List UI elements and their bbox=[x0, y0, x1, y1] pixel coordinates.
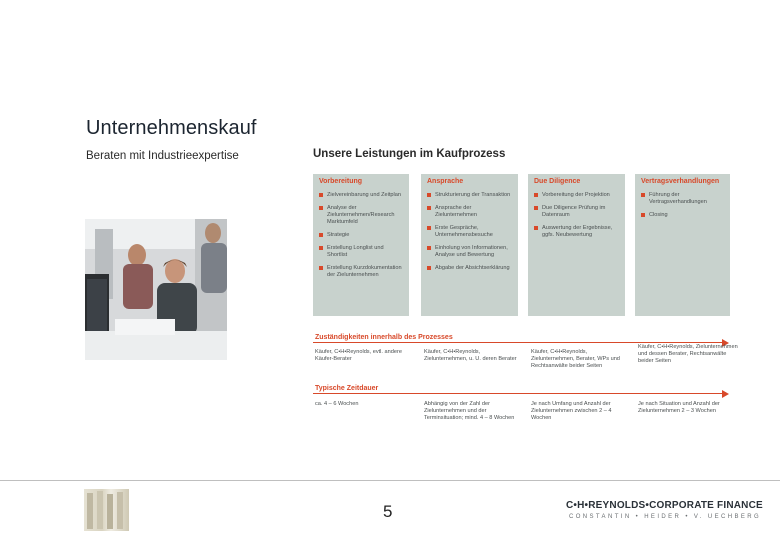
arrow-line bbox=[313, 393, 723, 394]
bullet-square-icon bbox=[427, 206, 431, 210]
phase-heading: Vertragsverhandlungen bbox=[641, 178, 720, 185]
bullet-square-icon bbox=[427, 193, 431, 197]
responsibilities-label: Zuständigkeiten innerhalb des Prozesses bbox=[315, 334, 456, 341]
responsibility-cell: Käufer, C•H•Reynolds, Zielunternehmen, Berater, WPs und Rechtsanwälte beider Seiten bbox=[531, 349, 620, 369]
list-item: Ansprache der Zielunternehmen bbox=[427, 205, 512, 219]
responsibility-cell: Käufer, C•H•Reynolds, Zielunternehmen, u. U. deren Berater bbox=[424, 349, 517, 362]
responsibility-cell: Käufer, C•H•Reynolds, Zielunternehmen und dessen Berater, Rechtsanwälte beider Seiten bbox=[638, 344, 738, 364]
bullet-square-icon bbox=[319, 246, 323, 250]
bullet-square-icon bbox=[641, 193, 645, 197]
section-title: Unsere Leistungen im Kaufprozess bbox=[313, 148, 506, 160]
list-item: Abgabe der Absichtserklärung bbox=[427, 265, 512, 272]
phase-heading: Ansprache bbox=[427, 178, 464, 185]
bullet-square-icon bbox=[534, 226, 538, 230]
list-item: Zielvereinbarung und Zeitplan bbox=[319, 192, 403, 199]
company-logo-subline: CONSTANTIN • HEIDER • V. UECHBERG bbox=[569, 514, 762, 520]
duration-label: Typische Zeitdauer bbox=[315, 385, 381, 392]
building-thumbnail bbox=[84, 489, 129, 531]
bullet-square-icon bbox=[319, 206, 323, 210]
bullet-square-icon bbox=[534, 206, 538, 210]
bullet-square-icon bbox=[427, 266, 431, 270]
list-item: Closing bbox=[641, 212, 724, 219]
list-item: Erstellung Kurzdokumentation der Zielunternehmen bbox=[319, 265, 403, 279]
list-item: Führung der Vertragsverhandlungen bbox=[641, 192, 724, 206]
bullet-square-icon bbox=[319, 233, 323, 237]
bullet-square-icon bbox=[427, 246, 431, 250]
list-item: Analyse der Zielunternehmen/Research Marktumfeld bbox=[319, 205, 403, 226]
bullet-square-icon bbox=[641, 213, 645, 217]
phase-heading: Vorbereitung bbox=[319, 178, 363, 185]
bullet-square-icon bbox=[427, 226, 431, 230]
page-subtitle: Beraten mit Industrieexpertise bbox=[86, 150, 239, 162]
phase-heading: Due Diligence bbox=[534, 178, 581, 185]
arrow-right-icon bbox=[722, 390, 729, 398]
list-item: Due Diligence Prüfung im Datenraum bbox=[534, 205, 619, 219]
list-item: Vorbereitung der Projektion bbox=[534, 192, 619, 199]
duration-cell: Abhängig von der Zahl der Zielunternehmen und der Terminsituation; mind. 4 – 8 Wochen bbox=[424, 401, 515, 421]
duration-cell: Je nach Umfang und Anzahl der Zielunternehmen zwischen 2 – 4 Wochen bbox=[531, 401, 612, 421]
list-item: Strategie bbox=[319, 232, 403, 239]
phase-column-due-diligence bbox=[528, 174, 625, 316]
list-item: Erstellung Longlist und Shortlist bbox=[319, 245, 403, 259]
bullet-square-icon bbox=[319, 193, 323, 197]
office-photo bbox=[85, 219, 227, 360]
page-title: Unternehmenskauf bbox=[86, 117, 257, 139]
list-item: Strukturierung der Transaktion bbox=[427, 192, 512, 199]
responsibility-cell: Käufer, C•H•Reynolds, evtl. andere Käufer-Berater bbox=[315, 349, 402, 362]
duration-cell: Je nach Situation und Anzahl der Zielunternehmen 2 – 3 Wochen bbox=[638, 401, 720, 414]
list-item: Auswertung der Ergebnisse, ggfs. Neubewertung bbox=[534, 225, 619, 239]
phase-column-vertragsverhandlungen bbox=[635, 174, 730, 316]
list-item: Erste Gespräche, Unternehmensbesuche bbox=[427, 225, 512, 239]
page-number: 5 bbox=[383, 502, 393, 521]
bullet-square-icon bbox=[319, 266, 323, 270]
bullet-square-icon bbox=[534, 193, 538, 197]
duration-arrow bbox=[313, 385, 729, 397]
duration-cell: ca. 4 – 6 Wochen bbox=[315, 401, 359, 407]
phase-column-vorbereitung bbox=[313, 174, 409, 316]
phase-column-ansprache bbox=[421, 174, 518, 316]
list-item: Einholung von Informationen, Analyse und Bewertung bbox=[427, 245, 512, 259]
footer-divider bbox=[0, 480, 780, 481]
company-logo: C•H•REYNOLDS•CORPORATE FINANCE bbox=[566, 500, 763, 511]
